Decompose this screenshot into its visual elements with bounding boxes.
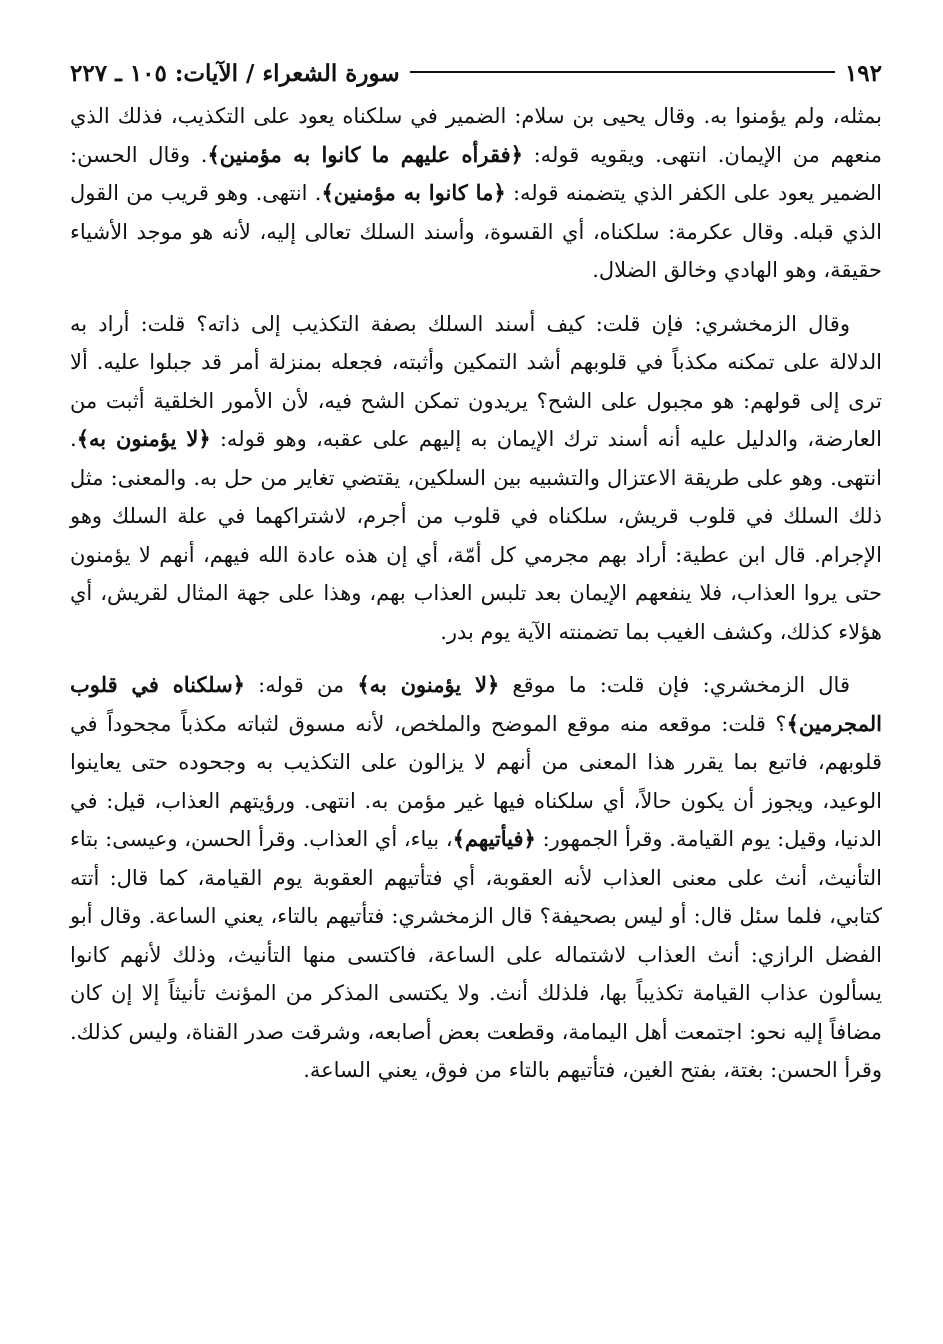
quran-quote: ﴿فقرأه عليهم ما كانوا به مؤمنين﴾ xyxy=(207,141,523,167)
page-number: ١٩٢ xyxy=(844,60,882,87)
paragraph-3 xyxy=(70,666,882,1090)
quran-quote: ﴿ما كانوا به مؤمنين﴾ xyxy=(321,180,506,205)
surah-title: سورة الشعراء / الآيات: ١٠٥ ـ ٢٢٧ xyxy=(70,60,400,87)
text-segment: بمثله، ولم يؤمنوا به. وقال يحيى بن سلام: الضمير في سلكناه يعود على التكذيب، فذلك الذي منعهم من الإيمان. انتهى. ويقويه قوله: xyxy=(70,104,882,167)
quran-quote: ﴿فيأتيهم﴾ xyxy=(452,826,536,851)
header-rule xyxy=(410,71,835,73)
text-segment: وقال الزمخشري: فإن قلت: كيف أسند السلك بصفة التكذيب إلى ذاته؟ قلت: أراد به الدلالة على تمكنه مكذباً في قلوبهم أشد التمكين وأثبته، فجعله بمنزلة أمر قد جبلوا عليه. ألا ترى إلى قولهم: هو مجبول على الشح؟ يريدون تمكن الشح فيه، لأن الأمور الخلقية أثبت من العارضة، والدليل عليه أنه أسند ترك الإيمان به إليهم على عقبه، وهو قوله: xyxy=(70,311,882,451)
quran-quote: ﴿لا يؤمنون به﴾ xyxy=(357,672,500,697)
page xyxy=(70,58,882,1090)
paragraph-2 xyxy=(70,305,882,652)
text-segment: . انتهى. وهو على طريقة الاعتزال والتشبيه بين السلكين، يقتضي تغاير من حل به. والمعنى: مثل ذلك السلك في قلوب قريش، سلكناه في قلوب من أجرم، لاشتراكهما في علة السلك وهو الإجرام. قال ابن عطية: أراد بهم مجرمي كل أمّة، أي إن هذه عادة الله فيهم، أنهم لا يؤمنون حتى يروا العذاب، فلا ينفعهم الإيمان بعد تلبس العذاب بهم، وهذا على جهة المثال لقريش، أي هؤلاء كذلك، وكشف الغيب بما تضمنته الآية يوم بدر. xyxy=(70,427,882,644)
quran-quote: ﴿لا يؤمنون به﴾ xyxy=(76,426,211,451)
text-segment: . انتهى. وهو قريب من القول الذي قبله. وقال عكرمة: سلكناه، أي القسوة، وأسند السلك تعالى إليه، لأنه هو موجد الأشياء حقيقة، وهو الهادي وخالق الضلال. xyxy=(70,181,882,282)
paragraph-1 xyxy=(70,97,882,290)
text-segment: قال الزمخشري: فإن قلت: ما موقع xyxy=(499,673,850,697)
running-header xyxy=(70,58,882,90)
text-segment: . وقال الحسن: الضمير يعود على الكفر الذي يتضمنه قوله: xyxy=(70,142,882,205)
text-segment: من قوله: xyxy=(244,673,358,697)
text-segment: ؟ قلت: موقعه منه موقع الموضح والملخص، لأنه مسوق لثباته مكذباً مجحوداً في قلوبهم، فاتبع بما يقرر هذا المعنى من أنهم لا يزالون على التكذيب به وجحوده حتى يعاينوا الوعيد، ويجوز أن يكون حالاً، أي سلكناه فيها غير مؤمن به. انتهى. ورؤيتهم العذاب، قيل: في الدنيا، وقيل: يوم القيامة. وقرأ الجمهور: xyxy=(70,711,883,851)
text-segment: ، بياء، أي العذاب. وقرأ الحسن، وعيسى: بتاء التأنيث، أنث على معنى العذاب لأنه العقوبة، أي فتأتيهم العقوبة يوم القيامة، كما قال: أتته كتابي، فلما سئل قال: أو ليس بصحيفة؟ قال الزمخشري: فتأتيهم بالتاء، يعني الساعة. وقال أبو الفضل الرازي: أنث العذاب لاشتماله على الساعة، فاكتسى منها التأنيث، وذلك لأنهم كانوا يسألون عذاب القيامة تكذيباً بها، فلذلك أنث. ولا يكتسى المذكر من المؤنث تأنيثاً إلا إن كان مضافاً إليه نحو: اجتمعت أهل اليمامة، وقطعت بعض أصابعه، وشرقت صدر القناة، وليس كذلك. وقرأ الحسن: بغتة، بفتح الغين، فتأتيهم بالتاء من فوق، يعني الساعة. xyxy=(70,827,882,1082)
quran-quote: ﴿سلكناه في قلوب المجرمين﴾ xyxy=(70,672,882,736)
